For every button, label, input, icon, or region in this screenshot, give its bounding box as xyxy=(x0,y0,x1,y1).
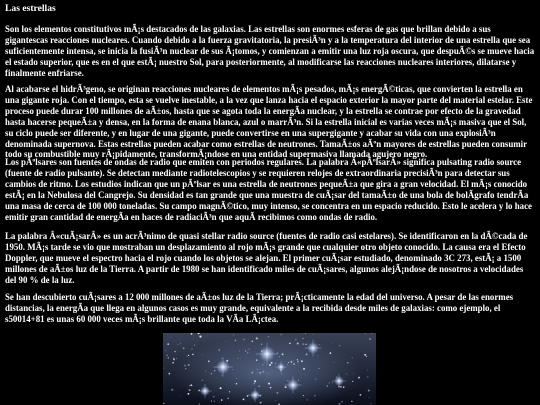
star xyxy=(257,372,258,373)
star xyxy=(168,357,170,359)
star xyxy=(269,364,271,366)
star xyxy=(275,363,276,364)
star xyxy=(290,361,292,363)
star xyxy=(235,340,237,342)
star xyxy=(277,353,278,354)
star xyxy=(297,359,298,360)
star xyxy=(253,383,255,385)
star xyxy=(293,360,294,361)
paragraph-pulsares: Los pÃºlsares son fuentes de ondas de radio que emiten con periodos regulares. La palabra Â«pÃºlsarÂ» significa pulsating radio source (fuente de radio pulsante). Se detectan mediante radiotelescopios y se requieren relojes de extraordinaria precisiÃ³n para detectar sus cambios de ritmo. Los estudios indican que un pÃºlsar es una estrella de neutrones pequeÃ±a que gira a gran velocidad. El mÃ¡s conocido estÃ¡ en la Nebulosa del Cangrejo. Su densidad es tan grande que una muestra de cuÃ¡sar del tamaÃ±o de una bola de bolÃgrafo tendrÃa una masa de cerca de 100 000 toneladas. Su campo magnÃ©tico, muy intenso, se concentra en un espacio reducido. Esto le acelera y lo hace emitir gran cantidad de energÃa en haces de radiaciÃ³n que aquÃ recibimos como ondas de radio. xyxy=(5,157,532,222)
star xyxy=(332,383,333,384)
star xyxy=(247,395,249,397)
star xyxy=(191,384,193,386)
star xyxy=(367,376,368,377)
star xyxy=(306,353,308,355)
star xyxy=(271,362,273,364)
star xyxy=(256,337,258,339)
star xyxy=(166,350,167,351)
star xyxy=(260,402,262,404)
star xyxy=(288,362,289,363)
star xyxy=(295,339,296,340)
star xyxy=(257,369,258,370)
star xyxy=(282,353,284,355)
star xyxy=(270,387,272,389)
star xyxy=(339,345,340,346)
star xyxy=(275,401,276,402)
star xyxy=(251,372,253,374)
star xyxy=(329,382,330,383)
star xyxy=(334,362,335,363)
star xyxy=(360,394,362,396)
star xyxy=(264,363,265,364)
star xyxy=(297,361,299,363)
star xyxy=(243,399,245,401)
star xyxy=(259,386,260,387)
star xyxy=(287,380,288,381)
star xyxy=(340,386,342,388)
star xyxy=(188,364,190,366)
star xyxy=(211,373,213,375)
star xyxy=(366,356,367,357)
star xyxy=(185,368,186,369)
star xyxy=(187,393,189,395)
star xyxy=(208,360,210,362)
star xyxy=(238,358,239,359)
star xyxy=(194,345,195,346)
star xyxy=(267,373,268,374)
star xyxy=(346,373,347,374)
star xyxy=(287,364,288,365)
star xyxy=(174,351,175,352)
star xyxy=(302,333,303,334)
star xyxy=(187,356,188,357)
star xyxy=(268,383,270,385)
star xyxy=(213,396,214,397)
star xyxy=(188,355,189,356)
star xyxy=(245,350,246,351)
star xyxy=(279,356,280,357)
star xyxy=(371,333,372,334)
star xyxy=(369,338,371,340)
star xyxy=(352,357,353,358)
star xyxy=(221,358,222,359)
star xyxy=(171,389,173,391)
star xyxy=(314,395,315,396)
paragraph-cuasares: La palabra Â«cuÃ¡sarÂ» es un acrÃ³nimo de quasi stellar radio source (fuentes de radio casi estelares). Se identificaron en la dÃ©cada de 1950. MÃ¡s tarde se vio que mostraban un desplazamiento al rojo mÃ¡s grande que cualquier otro objeto conocido. La causa era el Efecto Doppler, que mueve el espectro hacia el rojo cuando los objetos se alejan. El primer cuÃ¡sar estudiado, denominado 3C 273, estÃ¡ a 1500 millones de aÃ±os luz de la Tierra. A partir de 1980 se han identificado miles de cuÃ¡sares, algunos alejÃ¡ndose de nosotros a velocidades del 90 % de la luz. xyxy=(5,231,528,285)
star xyxy=(214,401,215,402)
star xyxy=(180,343,181,344)
star xyxy=(183,347,185,349)
star xyxy=(199,335,200,336)
star xyxy=(303,395,304,396)
star xyxy=(313,334,314,335)
star xyxy=(367,370,368,371)
star xyxy=(214,370,216,372)
star xyxy=(239,351,240,352)
star xyxy=(254,380,256,382)
star xyxy=(302,338,303,339)
star xyxy=(163,403,165,405)
star xyxy=(303,368,305,370)
star xyxy=(202,355,203,356)
star xyxy=(256,359,257,360)
star xyxy=(276,392,278,394)
star xyxy=(347,362,348,363)
star xyxy=(315,378,316,379)
star xyxy=(351,401,352,402)
star xyxy=(352,381,353,382)
star xyxy=(249,348,250,349)
star xyxy=(247,352,249,354)
star xyxy=(268,336,269,337)
star xyxy=(173,359,174,360)
star xyxy=(358,377,360,379)
star xyxy=(232,369,233,370)
star xyxy=(301,360,303,362)
star xyxy=(289,342,291,344)
star xyxy=(199,336,201,338)
star xyxy=(281,373,282,374)
star xyxy=(205,370,206,371)
star xyxy=(189,389,191,391)
star xyxy=(262,364,263,365)
star xyxy=(225,342,226,343)
page-title: Las estrellas xyxy=(5,3,56,14)
star xyxy=(184,365,186,367)
star xyxy=(261,344,262,345)
star xyxy=(227,398,229,400)
star xyxy=(229,391,230,392)
star xyxy=(178,344,179,345)
star xyxy=(319,344,320,345)
star xyxy=(364,354,366,356)
star-field-graphic xyxy=(163,333,376,405)
star xyxy=(236,383,238,385)
star xyxy=(285,386,287,388)
star xyxy=(297,342,299,344)
star xyxy=(173,358,174,359)
paragraph-ciclo-de-vida: Al acabarse el hidrÃ³geno, se originan reacciones nucleares de elementos mÃ¡s pesados, mÃ¡s energÃ©ticas, que convierten la estrella en una gigante roja. Con el tiempo, esta se vuelve inestable, a la vez que lanza hacia el espacio exterior la mayor parte del material estelar. Este proceso puede durar 100 millones de aÃ±os, hasta que se agota toda la energÃa nuclear, y la estrella se contrae por efecto de la gravedad hasta hacerse pequeÃ±a y densa, en la forma de enana blanca, azul o marrÃ³n. Si la estrella inicial es varias veces mÃ¡s masiva que el Sol, su ciclo puede ser diferente, y en lugar de una gigante, puede convertirse en una supergigante y acabar su vida con una explosiÃ³n denominada supernova. Estas estrellas pueden acabar como estrellas de neutrones. TamaÃ±os aÃºn mayores de estrellas pueden consumir todo su combustible muy rÃ¡pidamente, transformÃ¡ndose en una entidad supermasiva llamada agujero negro. xyxy=(5,84,533,160)
star xyxy=(211,400,212,401)
star xyxy=(219,402,220,403)
star xyxy=(293,363,294,364)
star xyxy=(167,343,169,345)
star xyxy=(220,387,222,389)
star xyxy=(341,401,342,402)
star xyxy=(243,339,244,340)
star xyxy=(281,334,282,335)
star xyxy=(166,355,168,357)
star xyxy=(233,335,234,336)
star xyxy=(331,342,332,343)
star xyxy=(172,362,174,364)
star xyxy=(221,375,222,376)
star xyxy=(327,385,329,387)
star xyxy=(202,380,203,381)
star xyxy=(168,373,170,375)
star xyxy=(218,349,220,351)
star xyxy=(252,341,254,343)
star xyxy=(369,397,370,398)
star-cluster-image xyxy=(163,333,376,405)
star xyxy=(305,344,307,346)
star xyxy=(179,396,180,397)
star xyxy=(307,399,308,400)
star xyxy=(368,389,370,391)
star xyxy=(302,343,304,345)
star xyxy=(295,340,296,341)
star xyxy=(263,371,265,373)
star xyxy=(191,333,193,335)
paragraph-cuasares-distancia: Se han descubierto cuÃ¡sares a 12 000 millones de aÃ±os luz de la Tierra; prÃ¡cticamente la edad del universo. A pesar de las enormes distancias, la energÃa que llega en algunos casos es muy grande, equivalente a la recibida desde miles de galaxias: como ejemplo, el s50014+81 es unas 60 000 veces mÃ¡s brillante que toda la VÃa LÃ¡ctea. xyxy=(5,292,514,324)
star xyxy=(319,368,320,369)
star xyxy=(221,399,223,401)
star xyxy=(317,356,318,357)
star xyxy=(343,386,345,388)
star xyxy=(330,352,332,354)
star xyxy=(176,358,177,359)
star xyxy=(191,348,192,349)
star xyxy=(298,380,299,381)
paragraph-estrellas: Son los elementos constitutivos mÃ¡s destacados de las galaxias. Las estrellas son enormes esferas de gas que brillan debido a sus gigantescas reacciones nucleares. Cuando debido a la fuerza gravitatoria, la presiÃ³n y a la temperatura del interior de una estrella que sea suficientemente intensa, se inicia la fusiÃ³n nuclear de sus Ã¡tomos, y comienzan a emitir una luz roja oscura, que despuÃ©s se mueve hacia el estado superior, que es en el que estÃ¡ nuestro Sol, para posteriormente, al modificarse las reacciones nucleares interiores, dilatarse y finalmente enfriarse. xyxy=(5,24,535,78)
star xyxy=(371,403,372,404)
star xyxy=(259,372,261,374)
star xyxy=(199,403,200,404)
star xyxy=(236,378,237,379)
star xyxy=(353,374,354,375)
star xyxy=(192,354,194,356)
